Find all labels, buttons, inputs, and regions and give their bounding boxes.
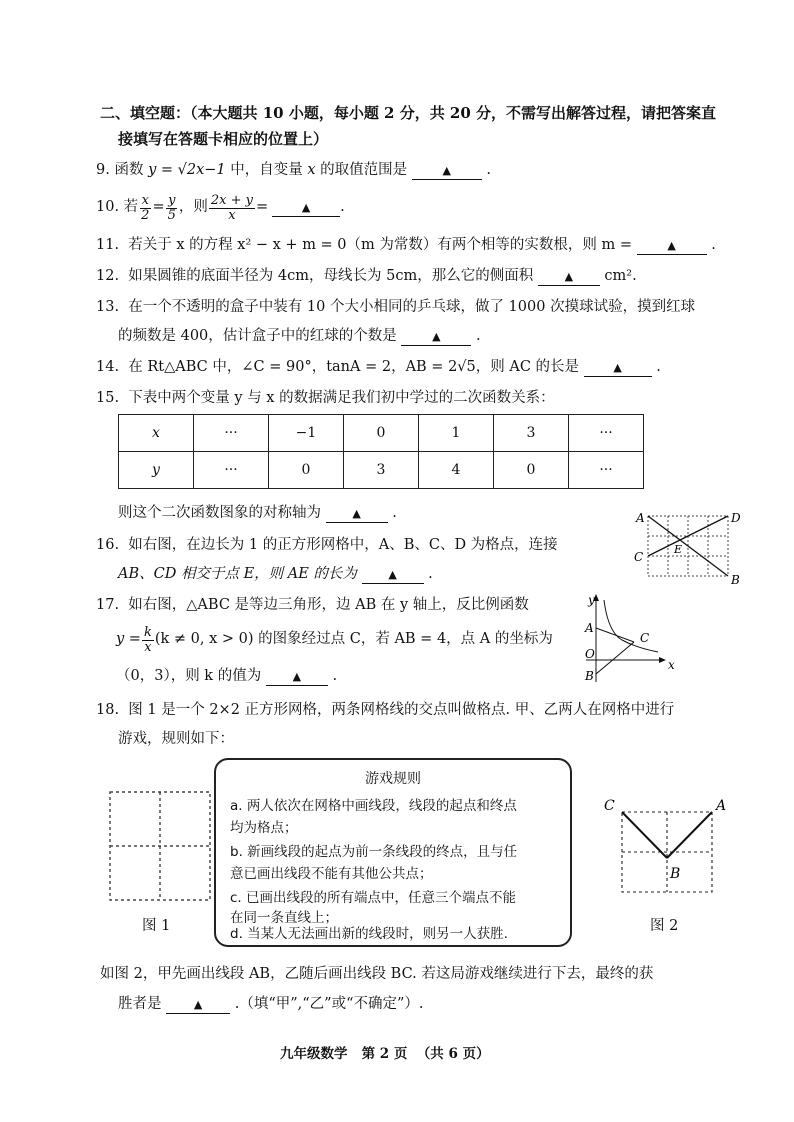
q9-function: y = √2x−1 [148, 162, 226, 178]
blank-marker: ▲ [301, 200, 311, 214]
table-cell: 3 [494, 415, 569, 452]
table-cell: ··· [194, 452, 269, 489]
q18-line1: 图 1 是一个 2×2 正方形网格，两条网格线的交点叫做格点. 甲、乙两人在网格中进行 [128, 702, 675, 718]
q12-unit: cm². [604, 268, 637, 284]
question-16-line2 [118, 566, 433, 584]
q18-after1: 如图 2，甲先画出线段 AB，乙随后画出线段 BC. 若这局游戏继续进行下去，最终的获 [100, 966, 654, 982]
rule-line: c. 已画出线段的所有端点中，任意三个端点不能 [230, 890, 517, 906]
q15-answer-blank[interactable] [326, 505, 388, 523]
blank-marker: ▲ [432, 330, 441, 343]
q10-number: 10. [96, 199, 120, 216]
page-footer: 九年级数学 第 2 页 （共 6 页） [280, 1046, 490, 1062]
q16-label-E: E [674, 543, 683, 556]
figure-1-grid [106, 788, 216, 908]
q17-label-C: C [640, 631, 650, 645]
q9-post: 中，自变量 [230, 162, 303, 178]
q12-number: 12. [96, 268, 120, 284]
q10-eq2: = [256, 199, 269, 216]
game-rules-box [214, 758, 572, 947]
q17-answer-blank[interactable] [266, 668, 328, 686]
rule-line: b. 新画线段的起点为前一条线段的终点，且与任 [230, 844, 518, 860]
question-10 [96, 190, 345, 226]
q16-label-D: D [731, 511, 741, 525]
q17-line1: 如右图，△ABC 是等边三角形，边 AB 在 y 轴上，反比例函数 [128, 597, 529, 613]
table-cell: x [119, 415, 194, 452]
q18-after2-pre: 胜者是 [118, 996, 162, 1012]
blank-marker: ▲ [193, 998, 203, 1011]
table-cell: 3 [344, 452, 419, 489]
q13-line1: 在一个不透明的盒子中装有 10 个大小相同的乒乓球，做了 1000 次摸球试验，摸到红球 [128, 299, 696, 315]
blank-marker: ▲ [292, 670, 302, 683]
q9-end: . [486, 162, 491, 178]
q10-pre: 若 [123, 199, 139, 216]
question-18-line1 [96, 702, 674, 719]
q16-label-B: B [731, 573, 740, 587]
blank-marker: ▲ [667, 239, 676, 252]
q16-end: . [428, 566, 433, 582]
q11-number: 11. [96, 237, 120, 253]
q13-end: . [476, 328, 481, 344]
table-row [119, 415, 644, 452]
question-14 [96, 359, 661, 377]
blank-marker: ▲ [352, 507, 361, 520]
question-18-after1 [100, 966, 653, 983]
table-cell: 4 [419, 452, 494, 489]
table-cell: ··· [569, 452, 644, 489]
q16-line2: AB、CD 相交于点 E，则 AE 的长为 [118, 566, 357, 582]
q11-end: . [711, 237, 716, 253]
data-table [118, 414, 644, 489]
q16-label-A: A [636, 511, 645, 525]
question-17-line1 [96, 597, 529, 614]
rule-line: a. 两人依次在网格中画线段，线段的起点和终点 [230, 798, 517, 814]
q17-label-x: x [668, 658, 675, 672]
q9-answer-blank[interactable] [412, 162, 482, 180]
q11-answer-blank[interactable] [637, 237, 707, 255]
blank-marker: ▲ [388, 568, 397, 581]
section-title-line1: 二、填空题：（本大题共 10 小题，每小题 2 分，共 20 分，不需写出解答过程，请把答案直 [100, 104, 717, 122]
question-17-line2 [116, 622, 553, 658]
question-13-line1 [96, 299, 695, 316]
q12-answer-blank[interactable] [538, 268, 600, 286]
table-cell: 1 [419, 415, 494, 452]
q14-answer-blank[interactable] [584, 359, 652, 377]
q15-end: . [392, 505, 397, 521]
q17-end: . [332, 668, 338, 684]
table-cell: −1 [269, 415, 344, 452]
q12-text: 如果圆锥的底面半径为 4cm，母线长为 5cm，那么它的侧面积 [128, 268, 534, 284]
question-15 [96, 390, 555, 407]
q10-fraction-2: $\frac{y}{5}$ [167, 192, 176, 223]
blank-marker: ▲ [613, 361, 622, 374]
question-13-line2 [118, 328, 481, 346]
question-17-line3 [116, 668, 337, 686]
q18-answer-blank[interactable] [166, 996, 230, 1014]
fig2-label-A: A [716, 798, 727, 814]
blank-marker: ▲ [564, 270, 574, 283]
q16-label-C: C [634, 550, 644, 564]
table-row [119, 452, 644, 489]
q10-end: . [340, 199, 345, 216]
q17-label-y: y [588, 593, 595, 607]
blank-marker: ▲ [442, 164, 451, 177]
table-cell: ··· [194, 415, 269, 452]
table-cell: 0 [344, 415, 419, 452]
q14-text: 在 Rt△ABC 中，∠C = 90°，tanA = 2，AB = 2√5，则 AC 的长是 [128, 359, 580, 375]
q17-number: 17. [96, 597, 120, 613]
q16-line1: 如右图，在边长为 1 的正方形网格中，A、B、C、D 为格点，连接 [128, 537, 558, 553]
q17-label-O: O [585, 647, 595, 661]
q17-label-A: A [585, 621, 594, 635]
q18-number: 18. [96, 702, 120, 718]
q10-fraction-1: $\frac{x}{2}$ [141, 192, 150, 223]
q16-grid-figure [630, 506, 740, 586]
table-cell: 0 [494, 452, 569, 489]
table-cell: 0 [269, 452, 344, 489]
question-18-after2 [118, 996, 424, 1014]
q15-after: 则这个二次函数图象的对称轴为 [118, 505, 321, 521]
rule-line: d. 当某人无法画出新的线段时，则另一人获胜. [230, 926, 508, 942]
q18-line2: 游戏，规则如下： [118, 731, 234, 747]
q9-number: 9. [96, 162, 110, 178]
q14-number: 14. [96, 359, 120, 375]
table-cell: y [119, 452, 194, 489]
question-12 [96, 268, 637, 286]
question-11 [96, 237, 716, 255]
q11-text: 若关于 x 的方程 x² − x + m = 0（m 为常数）有两个相等的实数根，则 m = [128, 237, 633, 253]
q15-text: 下表中两个变量 y 与 x 的数据满足我们初中学过的二次函数关系： [128, 390, 555, 406]
rule-line: 均为格点； [230, 820, 298, 836]
question-15-after [118, 505, 397, 523]
rule-line: 在同一条直线上； [230, 910, 338, 926]
fig2-label-C: C [604, 798, 615, 814]
q17-fraction: $\frac{k}{x}$ [143, 624, 152, 655]
q10-answer-blank[interactable] [272, 199, 340, 217]
q17-func: y = [116, 631, 141, 648]
q10-fraction-3: $\frac{2x + y}{x}$ [210, 192, 253, 223]
table-cell: ··· [569, 415, 644, 452]
figure-1-caption: 图 1 [142, 918, 171, 934]
q9-pre: 函数 [114, 162, 144, 178]
q16-answer-blank[interactable] [362, 566, 424, 584]
figure-2-caption: 图 2 [650, 918, 679, 934]
q13-line2: 的频数是 400，估计盒子中的红球的个数是 [118, 328, 397, 344]
q17-line3: （0，3），则 k 的值为 [116, 668, 262, 684]
section-title-line2: 接填写在答题卡相应的位置上） [118, 130, 329, 148]
rules-title: 游戏规则 [365, 771, 421, 787]
q14-end: . [656, 359, 661, 375]
question-16-line1 [96, 537, 558, 554]
q9-post2: 的取值范围是 [320, 162, 408, 178]
question-9 [96, 162, 491, 180]
q15-number: 15. [96, 390, 120, 406]
q18-after2-post: .（填“甲”,“乙”或“不确定”）. [234, 996, 424, 1012]
question-18-line2 [118, 731, 234, 748]
rule-line: 意已画出线段不能有其他公共点； [230, 866, 433, 882]
fig2-label-B: B [670, 866, 681, 882]
q13-answer-blank[interactable] [401, 328, 471, 346]
q10-mid: ，则 [178, 199, 208, 216]
q16-number: 16. [96, 537, 120, 553]
q13-number: 13. [96, 299, 120, 315]
q9-var: x [307, 162, 316, 178]
q17-line2: (k ≠ 0, x > 0) 的图象经过点 C，若 AB = 4，点 A 的坐标为 [154, 631, 553, 648]
q10-eq: = [152, 199, 165, 216]
q17-label-B: B [585, 669, 594, 683]
q17-coordinate-figure [582, 592, 682, 687]
figure-2-grid [598, 794, 738, 904]
